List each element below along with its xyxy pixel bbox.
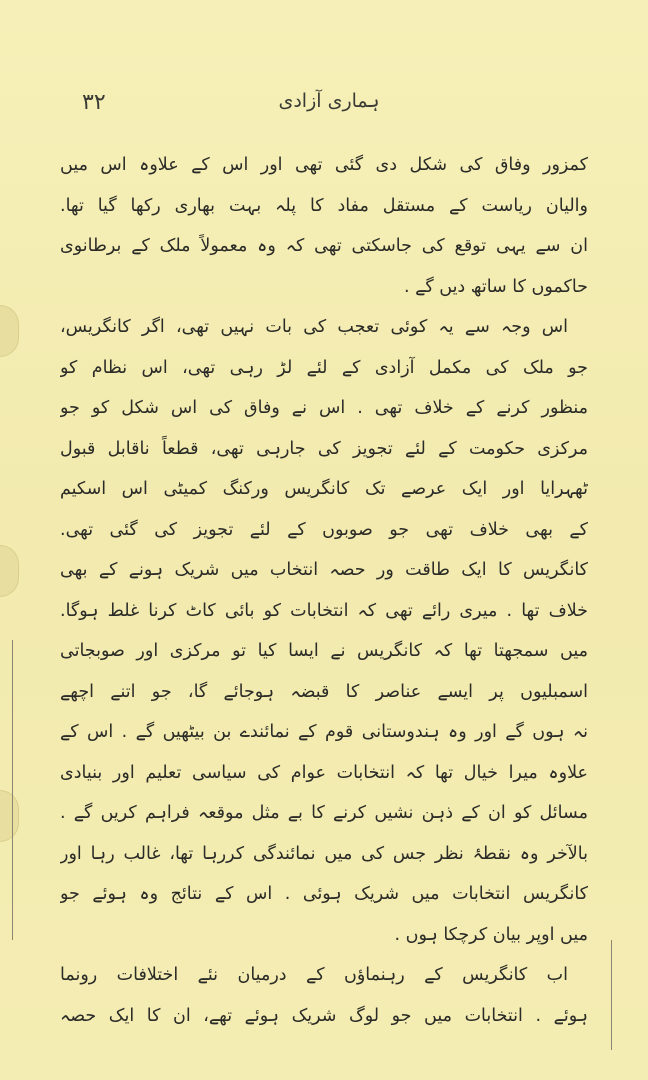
text-line: اس وجہ سے یہ کوئی تعجب کی بات نہیں تھی، اگر کانگریس، <box>60 317 568 337</box>
binding-hole <box>0 305 19 357</box>
text-line: علاوہ میرا خیال تھا کہ انتخابات عوام کی سیاسی تعلیم اور بنیادی <box>60 762 588 783</box>
binding-hole <box>0 545 19 597</box>
text-line: مرکزی حکومت کے لئے تجویز کی جارہی تھی، قطعاً ناقابل قبول <box>60 438 588 459</box>
page-number: ۳۲ <box>82 90 106 115</box>
text-line: کے بھی خلاف تھی جو صوبوں کے لئے تجویز کی گئی تھی. <box>60 519 588 540</box>
text-line: بالآخر وہ نقطۂ نظر جس کی میں نمائندگی کررہا تھا، غالب رہا اور <box>60 843 588 864</box>
text-line: حاکموں کا ساتھ دیں گے . <box>403 276 588 297</box>
text-line: میں سمجھتا تھا کہ کانگریس نے ایسا کیا تو مرکزی اور صوبجاتی <box>60 641 588 661</box>
text-line: والیان ریاست کے مستقل مفاد کا پلہ بہت بھاری رکھا گیا تھا. <box>60 195 588 216</box>
body-text <box>60 145 588 1036</box>
text-line: ہوئے . انتخابات میں جو لوگ شریک ہوئے تھے، ان کا ایک حصہ <box>60 1005 588 1026</box>
text-line: مسائل کو ان کے ذہن نشیں کرنے کا بے مثل موقعہ فراہم کریں گے . <box>60 803 588 823</box>
text-line: خلاف تھا . میری رائے تھی کہ انتخابات کو بائی کاٹ کرنا غلط ہوگا. <box>60 600 588 621</box>
margin-pencil-mark <box>611 940 612 1050</box>
text-line: اب کانگریس کے رہنماؤں کے درمیان نئے اختلافات رونما <box>60 965 568 985</box>
running-title: ہماری آزادی <box>278 90 380 112</box>
text-line: ٹھہرایا اور ایک عرصے تک کانگریس ورکنگ کمیٹی اس اسکیم <box>60 479 588 499</box>
text-line: کمزور وفاق کی شکل دی گئی تھی اور اس کے علاوہ اس میں <box>60 155 588 175</box>
text-line: کانگریس انتخابات میں شریک ہوئی . اس کے نتائج وہ ہوئے جو <box>60 884 588 904</box>
page-header <box>82 90 576 120</box>
text-line: کانگریس کا ایک طاقت ور حصہ انتخاب میں شریک ہونے کے بھی <box>60 560 588 580</box>
text-line: میں اوپر بیان کرچکا ہوں . <box>394 924 588 945</box>
text-line: ان سے یہی توقع کی جاسکتی تھی کہ وہ معمولاً ملک کے برطانوی <box>60 236 588 256</box>
margin-pencil-mark <box>12 640 13 940</box>
text-line: جو ملک کی مکمل آزادی کے لئے لڑ رہی تھی، اس نظام کو <box>60 357 588 378</box>
text-line: اسمبلیوں پر ایسے عناصر کا قبضہ ہوجائے گا، جو اتنے اچھے <box>60 681 588 702</box>
text-line: نہ ہوں گے اور وہ ہندوستانی قوم کے نمائندے بن بیٹھیں گے . اس کے <box>60 722 588 742</box>
text-line: منظور کرنے کے خلاف تھی . اس نے وفاق کی اس شکل کو جو <box>60 398 588 418</box>
binding-hole <box>0 790 19 842</box>
